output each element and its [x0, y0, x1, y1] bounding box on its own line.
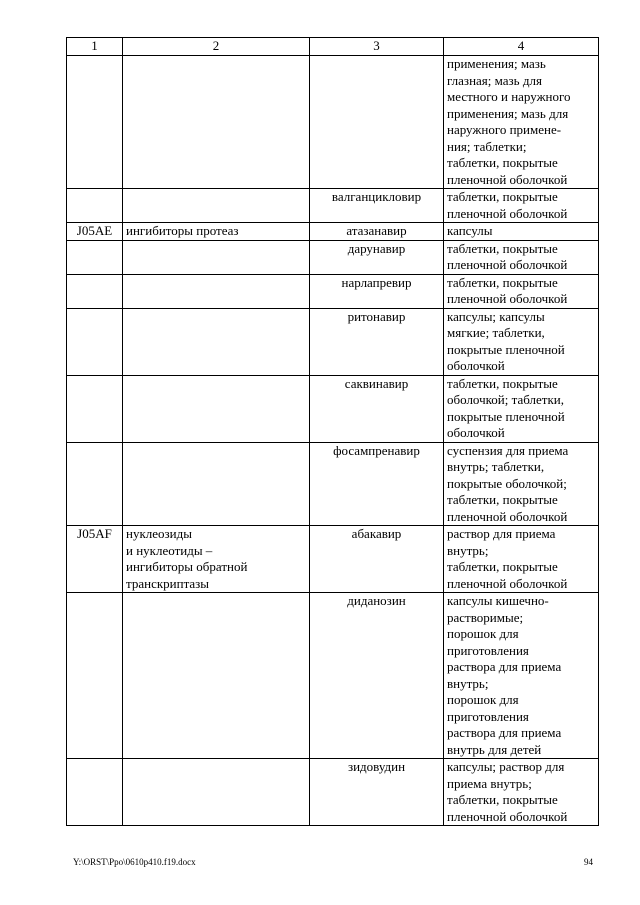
group-name-cell	[123, 240, 310, 274]
table-row	[67, 308, 599, 375]
table-header-row	[67, 38, 599, 56]
column-header-2: 2	[123, 38, 310, 56]
group-name-cell	[123, 308, 310, 375]
atc-code-cell	[67, 375, 123, 442]
atc-code-cell	[67, 308, 123, 375]
drug-name-cell: зидовудин	[310, 759, 444, 826]
atc-code-cell	[67, 189, 123, 223]
drug-name-cell: саквинавир	[310, 375, 444, 442]
drug-name-cell: абакавир	[310, 526, 444, 593]
medications-table	[66, 37, 599, 826]
dosage-form-cell: раствор для приема внутрь; таблетки, покрытые пленочной оболочкой	[444, 526, 599, 593]
drug-name-cell: ритонавир	[310, 308, 444, 375]
atc-code-cell	[67, 759, 123, 826]
dosage-form-cell: таблетки, покрытые оболочкой; таблетки, покрытые пленочной оболочкой	[444, 375, 599, 442]
group-name-cell	[123, 189, 310, 223]
column-header-1: 1	[67, 38, 123, 56]
drug-name-cell: дарунавир	[310, 240, 444, 274]
table-header	[67, 38, 599, 56]
table-row	[67, 526, 599, 593]
drug-name-cell: валганцикловир	[310, 189, 444, 223]
dosage-form-cell: таблетки, покрытые пленочной оболочкой	[444, 189, 599, 223]
dosage-form-cell: таблетки, покрытые пленочной оболочкой	[444, 274, 599, 308]
drug-name-cell: фосампренавир	[310, 442, 444, 526]
table-row	[67, 593, 599, 759]
atc-code-cell: J05AE	[67, 223, 123, 241]
dosage-form-cell: капсулы	[444, 223, 599, 241]
group-name-cell	[123, 759, 310, 826]
group-name-cell	[123, 593, 310, 759]
drug-name-cell	[310, 56, 444, 189]
table-row	[67, 56, 599, 189]
table-row	[67, 274, 599, 308]
dosage-form-cell: капсулы; капсулы мягкие; таблетки, покрытые пленочной оболочкой	[444, 308, 599, 375]
column-header-4: 4	[444, 38, 599, 56]
dosage-form-cell: таблетки, покрытые пленочной оболочкой	[444, 240, 599, 274]
atc-code-cell	[67, 593, 123, 759]
group-name-cell	[123, 56, 310, 189]
table-row	[67, 240, 599, 274]
atc-code-cell: J05AF	[67, 526, 123, 593]
atc-code-cell	[67, 442, 123, 526]
drug-name-cell: атазанавир	[310, 223, 444, 241]
dosage-form-cell: применения; мазь глазная; мазь для местного и наружного применения; мазь для наружного примене- ния; таблетки; таблетки, покрытые пленочной оболочкой	[444, 56, 599, 189]
table-row	[67, 442, 599, 526]
drug-name-cell: нарлапревир	[310, 274, 444, 308]
dosage-form-cell: капсулы кишечно- растворимые; порошок для приготовления раствора для приема внутрь; порошок для приготовления раствора для приема внутрь для детей	[444, 593, 599, 759]
group-name-cell: ингибиторы протеаз	[123, 223, 310, 241]
dosage-form-cell: капсулы; раствор для приема внутрь; таблетки, покрытые пленочной оболочкой	[444, 759, 599, 826]
group-name-cell	[123, 375, 310, 442]
table-row	[67, 759, 599, 826]
atc-code-cell	[67, 56, 123, 189]
group-name-cell	[123, 274, 310, 308]
table-body	[67, 56, 599, 826]
atc-code-cell	[67, 240, 123, 274]
table-row	[67, 375, 599, 442]
dosage-form-cell: суспензия для приема внутрь; таблетки, покрытые оболочкой; таблетки, покрытые пленочной оболочкой	[444, 442, 599, 526]
drug-name-cell: диданозин	[310, 593, 444, 759]
page-number: 94	[584, 857, 593, 867]
column-header-3: 3	[310, 38, 444, 56]
atc-code-cell	[67, 274, 123, 308]
file-path: Y:\ORST\Ppo\0610p410.f19.docx	[73, 857, 196, 867]
table-row	[67, 189, 599, 223]
table-row	[67, 223, 599, 241]
group-name-cell: нуклеозиды и нуклеотиды – ингибиторы обратной транскриптазы	[123, 526, 310, 593]
group-name-cell	[123, 442, 310, 526]
